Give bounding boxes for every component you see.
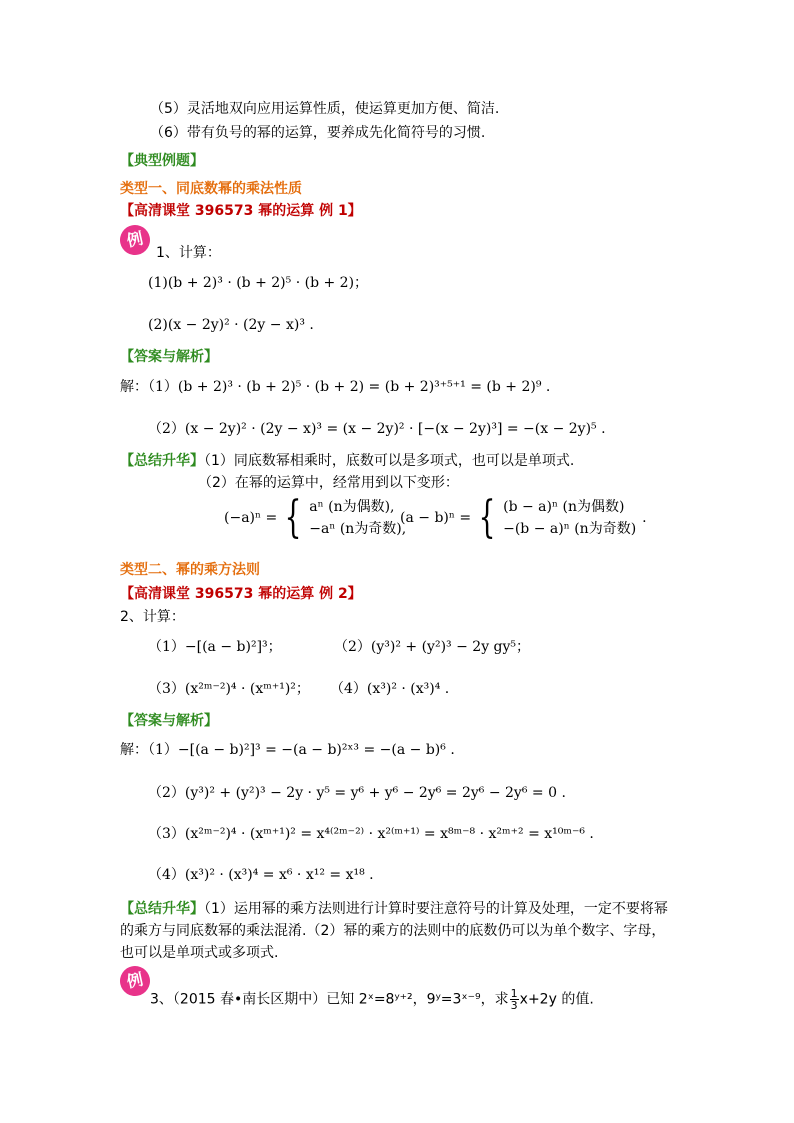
- summary-title-2: 【总结升华】: [120, 901, 204, 917]
- example-badge-icon: 例: [117, 222, 153, 258]
- case-right-1: (b − a)ⁿ (n为偶数): [503, 499, 625, 515]
- answer1-part1: 解：（1）(b + 2)³ · (b + 2)⁵ · (b + 2) = (b + 2)³⁺⁵⁺¹ = (b + 2)⁹ .: [120, 379, 551, 395]
- case-end: .: [642, 510, 647, 526]
- case-right-lhs: (a − b)ⁿ =: [400, 510, 472, 526]
- case-left-2: −aⁿ (n为奇数),: [309, 521, 407, 537]
- q3-frac-num: 1: [510, 987, 518, 1000]
- type1-ref: 【高清课堂 396573 幂的运算 例 1】: [120, 203, 362, 219]
- answer2-part3: （3）(x²ᵐ⁻²)⁴ · (xᵐ⁺¹)² = x⁴⁽²ᵐ⁻²⁾ · x²⁽ᵐ⁺¹⁾ = x⁸ᵐ⁻⁸ · x²ᵐ⁺² = x¹⁰ᵐ⁻⁶ .: [148, 826, 594, 842]
- summary2-line2: 的乘方与同底数幂的乘法混淆.（2）幂的乘方的法则中的底数仍可以为单个数字、字母，: [120, 923, 666, 939]
- summary2-line3: 也可以是单项式或多项式.: [120, 945, 279, 961]
- intro-item-5: （5）灵活地双向应用运算性质，使运算更加方便、简洁.: [150, 101, 500, 117]
- summary1-text-2: （2）在幂的运算中，经常用到以下变形：: [198, 475, 459, 491]
- summary2-line1: （1）运用幂的乘方法则进行计算时要注意符号的计算及处理，一定不要将幂: [204, 901, 668, 917]
- type2-title: 类型二、幂的乘方法则: [120, 562, 260, 578]
- answer-title-2: 【答案与解析】: [120, 713, 218, 729]
- intro-item-6: （6）带有负号的幂的运算，要养成先化简符号的习惯.: [150, 125, 486, 141]
- type2-ref: 【高清课堂 396573 幂的运算 例 2】: [120, 586, 362, 602]
- case-left-1: aⁿ (n为偶数),: [309, 499, 395, 515]
- example-badge-icon: 例: [117, 963, 153, 999]
- q3-frac-den: 3: [510, 999, 518, 1012]
- summary-title-1: 【总结升华】: [120, 453, 204, 469]
- q3-fraction: [510, 988, 519, 1011]
- q1-part2: (2)(x − 2y)² · (2y − x)³ .: [148, 317, 314, 333]
- answer2-part4: （4）(x³)² · (x³)⁴ = x⁶ · x¹² = x¹⁸ .: [148, 867, 374, 883]
- section-title: 【典型例题】: [120, 153, 204, 169]
- answer2-part2: （2）(y³)² + (y²)³ − 2y · y⁵ = y⁶ + y⁶ − 2y⁶ = 2y⁶ − 2y⁶ = 0 .: [148, 785, 566, 801]
- summary1-text: （1）同底数幂相乘时，底数可以是多项式，也可以是单项式.: [204, 453, 575, 469]
- summary2-row: [120, 900, 668, 918]
- q2-intro: 2、计算：: [120, 609, 185, 625]
- q2-part2: （2）(y³)² + (y²)³ − 2y gy⁵；: [334, 639, 531, 655]
- case-left-lhs: (−a)ⁿ =: [224, 510, 278, 526]
- right-brace-icon: {: [478, 492, 496, 543]
- q3-text-pre: 3、（2015 春•南长区期中）已知 2ˣ=8ʸ⁺²，9ʸ=3ˣ⁻⁹，求: [150, 991, 509, 1008]
- case-right-2: −(b − a)ⁿ (n为奇数): [503, 521, 637, 537]
- q1-part1: (1)(b + 2)³ · (b + 2)⁵ · (b + 2)；: [148, 275, 369, 291]
- summary1-row: [120, 452, 574, 470]
- q1-intro: 1、计算：: [156, 245, 221, 261]
- case-left: [224, 492, 407, 543]
- q2-part4: （4）(x³)² · (x³)⁴ .: [330, 681, 450, 697]
- type1-title: 类型一、同底数幂的乘法性质: [120, 181, 302, 197]
- answer2-part1: 解：（1）−[(a − b)²]³ = −(a − b)²ˣ³ = −(a − b)⁶ .: [120, 742, 455, 758]
- q2-part3: （3）(x²ᵐ⁻²)⁴ · (xᵐ⁺¹)²；: [148, 681, 310, 697]
- left-brace-icon: {: [284, 492, 302, 543]
- answer1-part2: （2）(x − 2y)² · (2y − x)³ = (x − 2y)² · [−(x − 2y)³] = −(x − 2y)⁵ .: [148, 421, 606, 437]
- case-right: [400, 492, 647, 543]
- q2-part1: （1）−[(a − b)²]³；: [148, 639, 282, 655]
- q3-text-post: x+2y 的值.: [519, 991, 594, 1008]
- q3-text: [150, 988, 594, 1011]
- answer-title-1: 【答案与解析】: [120, 349, 218, 365]
